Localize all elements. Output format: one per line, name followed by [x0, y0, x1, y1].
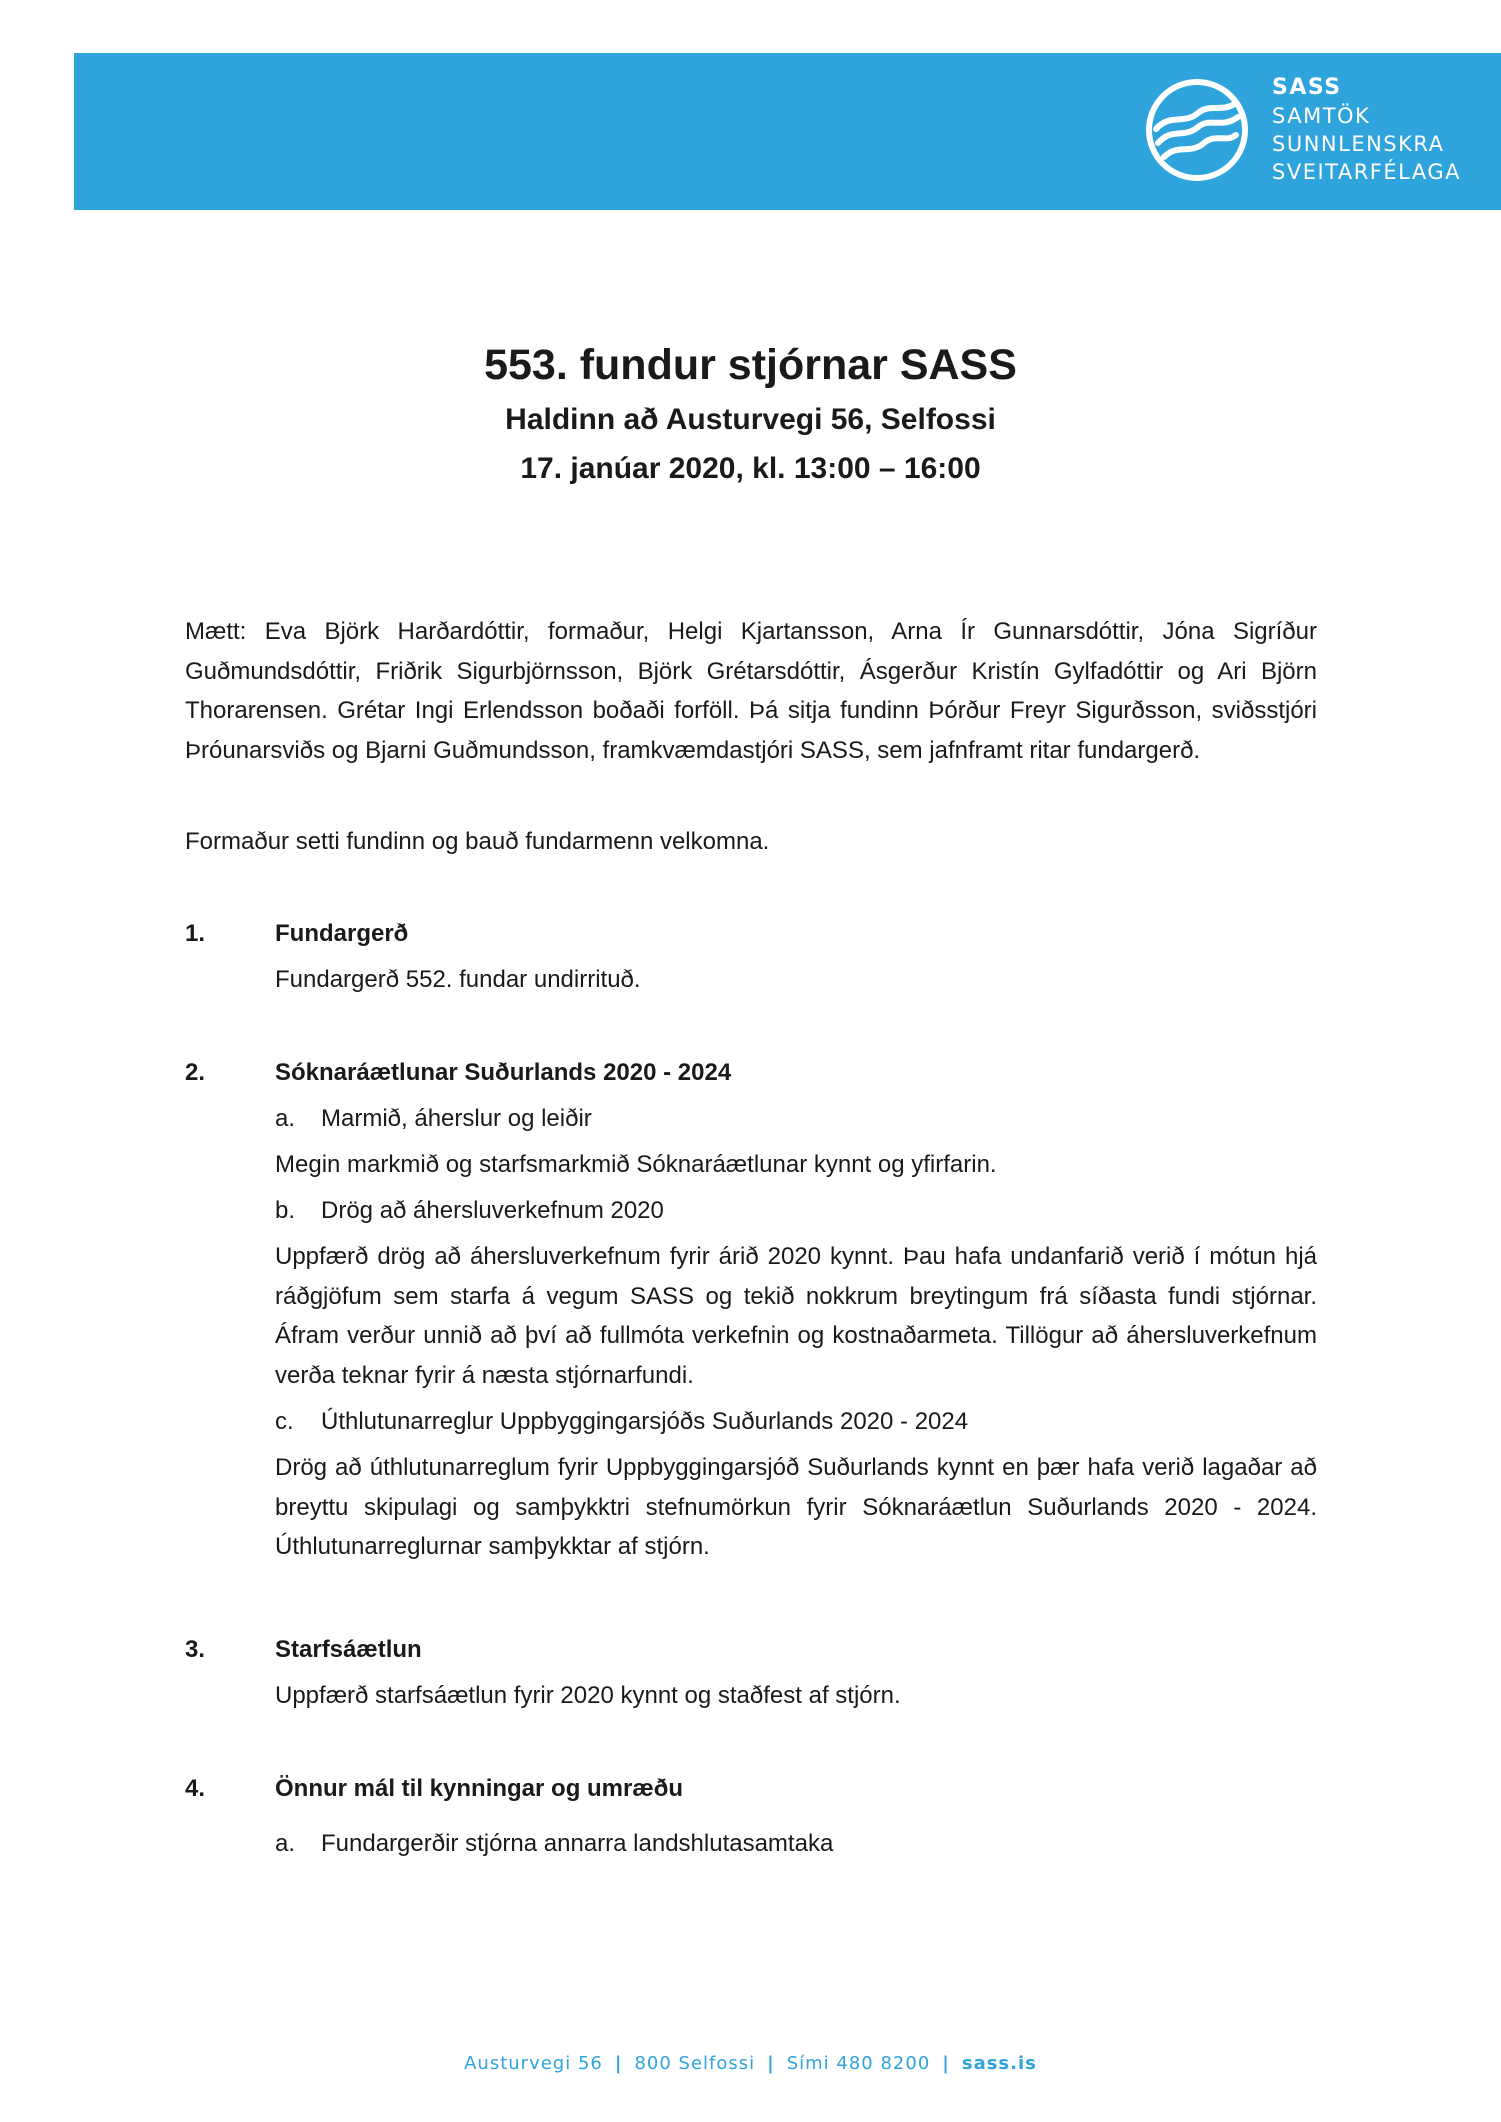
page-title: 553. fundur stjórnar SASS: [484, 341, 1017, 389]
item-heading: Önnur mál til kynningar og umræðu: [275, 1775, 684, 1802]
footer-postal: 800 Selfossi: [634, 2053, 756, 2074]
logo-line-3: SVEITARFÉLAGA: [1272, 160, 1461, 184]
footer-website-link[interactable]: sass.is: [961, 2053, 1037, 2074]
footer-phone: Sími 480 8200: [786, 2053, 931, 2074]
sub-item-letter: a.: [275, 1105, 296, 1132]
sub-item-title: Fundargerðir stjórna annarra landshlutasamtaka: [321, 1830, 834, 1857]
sass-logo-icon: [1144, 77, 1250, 183]
item-text: Fundargerð 552. fundar undirrituð.: [275, 966, 641, 993]
sub-item-title: Drög að áhersluverkefnum 2020: [321, 1197, 664, 1224]
sub-item-letter: c.: [275, 1408, 294, 1435]
sub-item-text: Drög að úthlutunarreglum fyrir Uppbyggingarsjóð Suðurlands kynnt en þær hafa verið lagaðar að breyttu skipulagi og samþykktri stefnumörkun fyrir Sóknaráætlun Suðurlands 2020 - 2024. Úthlutunarreglurnar samþykktar af stjórn.: [275, 1454, 1317, 1560]
sub-item-letter: a.: [275, 1830, 296, 1857]
logo-brand: SASS: [1272, 75, 1342, 100]
footer-separator: |: [942, 2053, 950, 2074]
sub-item-title: Úthlutunarreglur Uppbyggingarsjóðs Suðurlands 2020 - 2024: [321, 1408, 969, 1435]
item-heading: Sóknaráætlunar Suðurlands 2020 - 2024: [275, 1059, 732, 1086]
sub-item-letter: b.: [275, 1197, 296, 1224]
item-number: 1.: [185, 920, 206, 947]
sub-item-text: Megin markmið og starfsmarkmið Sóknaráætlunar kynnt og yfirfarin.: [275, 1151, 997, 1178]
sub-item-title: Marmið, áherslur og leiðir: [321, 1105, 592, 1132]
sub-item-text: Uppfærð drög að áhersluverkefnum fyrir árið 2020 kynnt. Þau hafa undanfarið verið í mótun hjá ráðgjöfum sem starfa á vegum SASS og tekið nokkrum breytingum frá síðasta fundi stjórnar. Áfram verður unnið að því að fullmóta verkefnin og kostnaðarmeta. Tillögur að áhersluverkefnum verða teknar fyrir á næsta stjórnarfundi.: [275, 1243, 1317, 1389]
footer-address: Austurvegi 56: [464, 2053, 603, 2074]
meeting-location: Haldinn að Austurvegi 56, Selfossi: [505, 403, 996, 436]
opening-paragraph: Formaður setti fundinn og bauð fundarmenn velkomna.: [185, 828, 770, 855]
meeting-date: 17. janúar 2020, kl. 13:00 – 16:00: [520, 452, 981, 485]
item-number: 3.: [185, 1636, 206, 1663]
footer-separator: |: [614, 2053, 623, 2074]
item-number: 4.: [185, 1775, 206, 1802]
item-heading: Starfsáætlun: [275, 1636, 422, 1663]
logo-wordmark: [1272, 74, 1461, 186]
footer-separator: |: [767, 2053, 775, 2074]
title-block: [0, 335, 1501, 493]
item-number: 2.: [185, 1059, 206, 1086]
item-text: Uppfærð starfsáætlun fyrir 2020 kynnt og staðfest af stjórn.: [275, 1682, 901, 1709]
page-footer: [0, 2053, 1501, 2074]
logo-line-2: SUNNLENSKRA: [1272, 132, 1445, 156]
logo-line-1: SAMTÖK: [1272, 104, 1371, 128]
attendance-paragraph: Mætt: Eva Björk Harðardóttir, formaður, Helgi Kjartansson, Arna Ír Gunnarsdóttir, Jóna Sigríður Guðmundsdóttir, Friðrik Sigurbjörnsson, Björk Grétarsdóttir, Ásgerður Kristín Gylfadóttir og Ari Björn Thorarensen. Grétar Ingi Erlendsson boðaði forföll. Þá sitja fundinn Þórður Freyr Sigurðsson, sviðsstjóri Þróunarsviðs og Bjarni Guðmundsson, framkvæmdastjóri SASS, sem jafnframt ritar fundargerð.: [185, 618, 1317, 764]
item-heading: Fundargerð: [275, 920, 409, 947]
